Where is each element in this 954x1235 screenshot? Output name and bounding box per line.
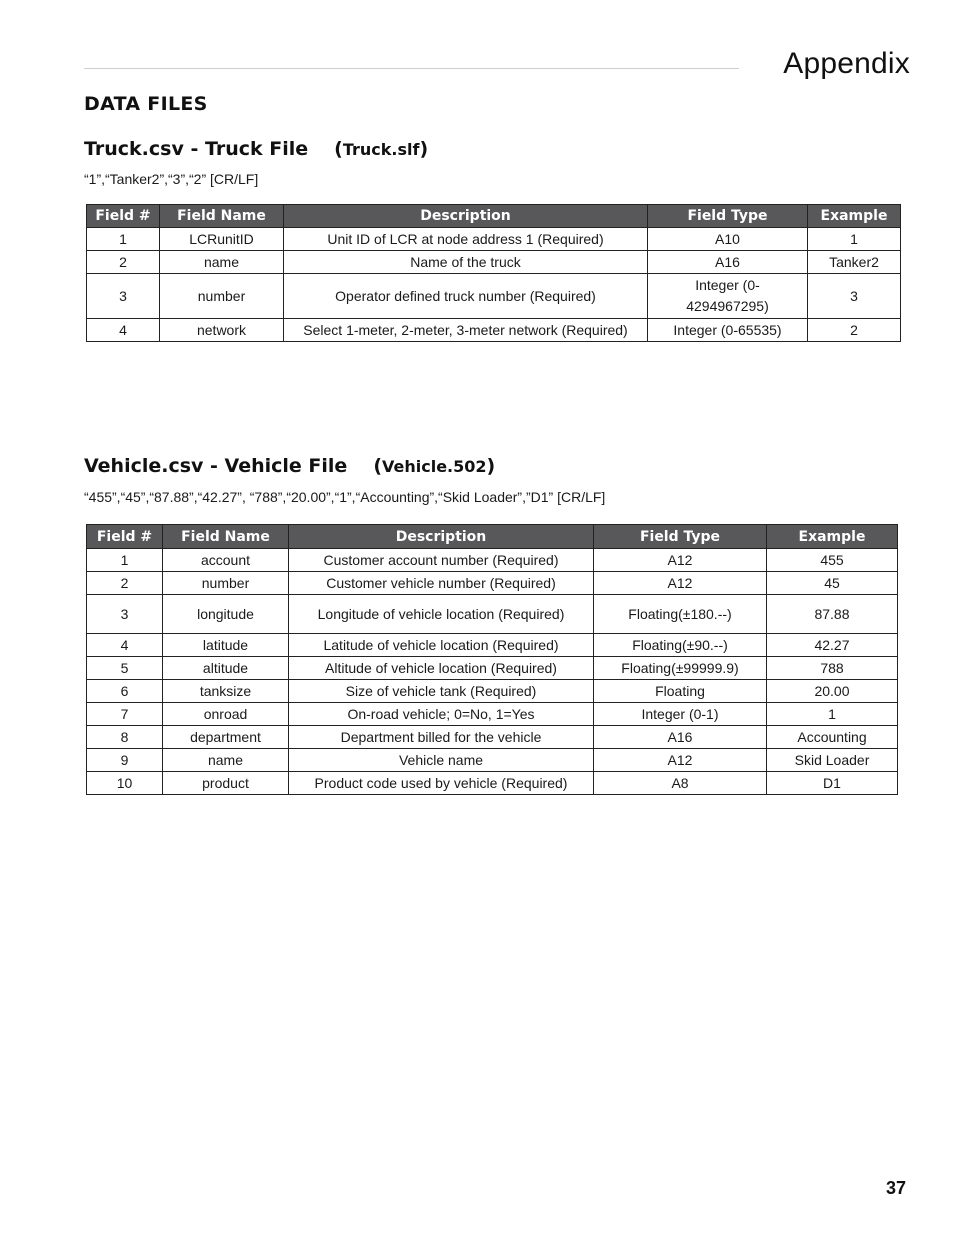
vehicle-ext-close: ) (486, 455, 496, 477)
column-header: Field Name (160, 205, 284, 228)
table-cell: A12 (594, 749, 767, 772)
truck-ext-open: ( (334, 138, 343, 160)
table-cell: A8 (594, 772, 767, 795)
table-cell: 7 (87, 703, 163, 726)
table-cell: Floating(±99999.9) (594, 657, 767, 680)
table-cell: Name of the truck (284, 251, 648, 274)
column-header: Field Type (594, 525, 767, 549)
table-cell: Select 1-meter, 2-meter, 3-meter network (Required) (284, 319, 648, 342)
truck-file-title (84, 138, 428, 160)
table-cell: Floating (594, 680, 767, 703)
table-cell: Longitude of vehicle location (Required) (289, 595, 594, 634)
table-row (87, 703, 898, 726)
table-cell: network (160, 319, 284, 342)
table-cell: 4 (87, 634, 163, 657)
vehicle-file-title (84, 455, 495, 477)
table-cell: 8 (87, 726, 163, 749)
header-rule (84, 68, 739, 69)
vehicle-example-line: “455”,“45”,“87.88”,“42.27”, “788”,“20.00”,“1”,“Accounting”,“Skid Loader”,”D1” [CR/LF] (84, 489, 606, 505)
vehicle-table (86, 524, 898, 795)
column-header: Example (808, 205, 901, 228)
table-cell: Integer (0-4294967295) (648, 274, 808, 319)
table-cell: 2 (808, 319, 901, 342)
column-header: Example (767, 525, 898, 549)
table-cell: A16 (648, 251, 808, 274)
table-row (87, 595, 898, 634)
table-cell: longitude (163, 595, 289, 634)
table-row (87, 572, 898, 595)
table-row (87, 319, 901, 342)
table-cell: 788 (767, 657, 898, 680)
column-header: Field Type (648, 205, 808, 228)
table-cell: A12 (594, 572, 767, 595)
table-cell: Department billed for the vehicle (289, 726, 594, 749)
table-row (87, 634, 898, 657)
table-cell: 1 (767, 703, 898, 726)
table-cell: Size of vehicle tank (Required) (289, 680, 594, 703)
table-cell: On-road vehicle; 0=No, 1=Yes (289, 703, 594, 726)
vehicle-file-extension (373, 457, 495, 476)
table-cell: A16 (594, 726, 767, 749)
table-cell: 2 (87, 251, 160, 274)
table-cell: Unit ID of LCR at node address 1 (Required) (284, 228, 648, 251)
table-cell: 45 (767, 572, 898, 595)
table-cell: 3 (87, 274, 160, 319)
table-cell: 3 (808, 274, 901, 319)
column-header: Description (289, 525, 594, 549)
truck-table (86, 204, 901, 342)
table-cell: name (160, 251, 284, 274)
column-header: Field # (87, 525, 163, 549)
table-cell: Altitude of vehicle location (Required) (289, 657, 594, 680)
page-header-title: Appendix (783, 47, 910, 80)
table-row (87, 726, 898, 749)
table-row (87, 251, 901, 274)
table-cell: 87.88 (767, 595, 898, 634)
table-cell: account (163, 549, 289, 572)
table-cell: latitude (163, 634, 289, 657)
truck-ext-close: ) (419, 138, 429, 160)
table-cell: 1 (87, 228, 160, 251)
table-cell: 5 (87, 657, 163, 680)
table-cell: Integer (0-1) (594, 703, 767, 726)
table-cell: 6 (87, 680, 163, 703)
table-cell: 455 (767, 549, 898, 572)
table-cell: A10 (648, 228, 808, 251)
table-row (87, 657, 898, 680)
column-header: Field Name (163, 525, 289, 549)
table-cell: Customer vehicle number (Required) (289, 572, 594, 595)
truck-example-line: “1”,“Tanker2”,“3”,“2” [CR/LF] (84, 171, 259, 187)
table-cell: 10 (87, 772, 163, 795)
table-cell: 4 (87, 319, 160, 342)
table-cell: Tanker2 (808, 251, 901, 274)
table-cell: Floating(±90.--) (594, 634, 767, 657)
table-row (87, 680, 898, 703)
table-row (87, 749, 898, 772)
table-row (87, 772, 898, 795)
table-cell: onroad (163, 703, 289, 726)
table-cell: Floating(±180.--) (594, 595, 767, 634)
table-cell: Accounting (767, 726, 898, 749)
table-header-row (87, 205, 901, 228)
table-row (87, 274, 901, 319)
table-cell: A12 (594, 549, 767, 572)
table-cell: 9 (87, 749, 163, 772)
column-header: Description (284, 205, 648, 228)
table-cell: product (163, 772, 289, 795)
table-cell: Latitude of vehicle location (Required) (289, 634, 594, 657)
table-cell: Vehicle name (289, 749, 594, 772)
vehicle-ext-open: ( (373, 455, 382, 477)
table-cell: Product code used by vehicle (Required) (289, 772, 594, 795)
vehicle-ext-name: Vehicle.502 (382, 457, 487, 476)
table-cell: 42.27 (767, 634, 898, 657)
table-cell: 2 (87, 572, 163, 595)
table-cell: 3 (87, 595, 163, 634)
table-cell: altitude (163, 657, 289, 680)
section-title: DATA FILES (84, 93, 208, 115)
table-cell: name (163, 749, 289, 772)
truck-file-title-text: Truck.csv - Truck File (84, 138, 309, 160)
table-cell: Operator defined truck number (Required) (284, 274, 648, 319)
table-cell: D1 (767, 772, 898, 795)
table-cell: department (163, 726, 289, 749)
table-cell: LCRunitID (160, 228, 284, 251)
table-cell: 20.00 (767, 680, 898, 703)
table-row (87, 549, 898, 572)
truck-ext-name: Truck.slf (342, 140, 420, 159)
table-header-row (87, 525, 898, 549)
table-cell: tanksize (163, 680, 289, 703)
vehicle-file-title-text: Vehicle.csv - Vehicle File (84, 455, 348, 477)
truck-file-extension (334, 140, 428, 159)
table-row (87, 228, 901, 251)
table-cell: 1 (808, 228, 901, 251)
table-cell: Skid Loader (767, 749, 898, 772)
table-cell: Integer (0-65535) (648, 319, 808, 342)
column-header: Field # (87, 205, 160, 228)
table-cell: number (163, 572, 289, 595)
table-cell: 1 (87, 549, 163, 572)
table-cell: number (160, 274, 284, 319)
page-number: 37 (885, 1178, 906, 1198)
table-cell: Customer account number (Required) (289, 549, 594, 572)
